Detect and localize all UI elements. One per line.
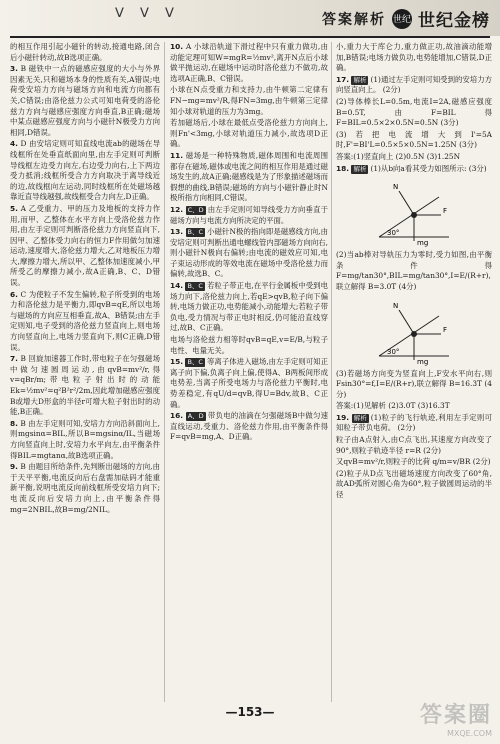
- column-divider: [331, 42, 332, 702]
- normal-arrow: [399, 191, 414, 215]
- answer-text: 的相互作用引起小磁针的转动,接通电路,闭合后小磁针转动,故B选项正确。: [10, 42, 160, 62]
- answer-paragraph: [336, 97, 492, 129]
- question-number: 12.: [170, 204, 184, 214]
- answer-tag: C、D: [187, 205, 204, 214]
- answer-paragraph: [170, 335, 328, 356]
- answer-text: (1)粒子的飞行轨迹,利用左手定则可知粒子带负电荷。 (2分): [336, 412, 492, 433]
- answer-text: (1)从b向a看其受力如图所示: (3分): [370, 163, 487, 173]
- answer-text: B 由左手定则可知,安培力方向沿斜面向上,则mgsinα=BIL,所以B=mgsinα/IL,当磁场方向竖直向上时,安培力水平向左,由平衡条件得BIL=mgtanα,故B选项正确。: [10, 418, 160, 460]
- answer-text: B 磁铁中一点的磁感应强度的大小与外界因素无关,只和磁场本身的性质有关,A错误;电荷受安培力方向与磁场方向和电流方向都有关,C错误;由洛伦兹力公式可知电荷受的洛伦兹力方向与磁感应强度方向垂直,B正确;磁场中某点磁感应强度方向与小磁针N极受力方向相同,D错误。: [10, 64, 160, 137]
- answer-text: 带负电的油滴在匀强磁场B中做匀速直线运动,受重力、洛伦兹力作用,由平衡条件得F=qvB=mg,A、D正确。: [170, 411, 328, 442]
- column-left: [10, 42, 160, 702]
- answer-paragraph: [10, 42, 160, 63]
- answer-paragraph: [336, 369, 492, 401]
- answer-text: (2)当ab棒对导轨压力为零时,受力如图,由平衡条件得 F=mg/tan30°,BIL=mg/tan30°,I=E/(R+r),联立解得 B=3.0T (4分): [336, 250, 492, 291]
- answer-paragraph: [336, 469, 492, 501]
- force-label: 30°: [387, 229, 400, 238]
- answer-text: (3)若把电流增大到I'=5A时,F'=BI'L=0.5×5×0.5N=1.25N (3分): [336, 129, 492, 150]
- column-divider: [164, 42, 165, 702]
- answer-text: 又qvB=mv²/r,则粒子的比荷 q/m=v/BR (2分): [336, 457, 491, 467]
- normal-arrow: [399, 310, 414, 334]
- answer-paragraph: [336, 130, 492, 151]
- question-number: 19.: [336, 412, 350, 422]
- question-number: 15.: [170, 357, 184, 367]
- page-header: [0, 0, 500, 36]
- answer-paragraph: [336, 152, 492, 163]
- answer-tag: 解析: [353, 75, 367, 84]
- answer-tag: 解析: [353, 413, 367, 422]
- watermark: [420, 698, 492, 738]
- question-number: 7.: [10, 354, 18, 364]
- answer-paragraph: [170, 227, 328, 280]
- page-number: —153—: [225, 705, 275, 719]
- answer-text: B 由题目所给条件,先判断出磁场的方向,由于天平平衡,电流反向后右盘需加砝码才能重新平衡,说明电流反向前线框所受安培力向下;电流反向后安培力向上,由平衡条件得mg=2NBIL,故B=mg/2NIL。: [10, 462, 160, 514]
- question-number: 3.: [10, 64, 18, 74]
- answer-paragraph: [170, 42, 328, 84]
- question-number: 14.: [170, 281, 184, 291]
- answer-paragraph: [170, 281, 328, 334]
- answer-text: 答案:(1)见解析 (2)3.0T (3)16.3T: [336, 401, 450, 411]
- question-number: 18.: [336, 163, 350, 173]
- answer-text: 若加磁场后,小球在最低点受洛伦兹力方向向上,则Fn'<3mg,小球对轨道压力减小,故选项D正确。: [170, 118, 328, 149]
- answer-text: (2)导体棒长L=0.5m,电流I=2A,磁感应强度B=0.5T,由F=BIL得 F=BIL=0.5×2×0.5N=0.5N (3分): [336, 96, 492, 128]
- answer-paragraph: [170, 411, 328, 443]
- answer-paragraph: [170, 357, 328, 410]
- force-label: mg: [417, 239, 429, 248]
- answer-text: A 小球沿轨道下滑过程中只有重力做功,由动能定理可知W=mgR=½mv²,离开N点后小球做平抛运动,在磁场中运动时洛伦兹力不做功,故选项A正确,B、C错误。: [170, 42, 328, 83]
- force-label: 30°: [387, 347, 400, 356]
- question-number: 13.: [170, 227, 184, 237]
- answer-paragraph: [336, 42, 492, 74]
- force-label: N: [393, 301, 399, 310]
- brand-block: [322, 6, 490, 31]
- answer-paragraph: [10, 139, 160, 203]
- question-number: 10.: [170, 42, 184, 51]
- answer-text: (1)通过左手定则可知受到的安培力方向竖直向上。 (2分): [336, 74, 492, 95]
- question-number: 16.: [170, 411, 184, 421]
- watermark-url: MXQE.COM: [446, 729, 492, 738]
- brand-name: 世纪金榜: [418, 11, 490, 31]
- answer-tag: A、D: [187, 412, 204, 421]
- answer-paragraph: [336, 250, 492, 292]
- answer-text: 由左手定则可知导线受力方向垂直于磁场方向与电流方向所决定的平面。: [170, 204, 328, 225]
- answer-text: 小磁针N极的指向即是磁感线方向,由安培定则可判断出通电螺线管内部磁场方向向右,则小磁针N极向右偏转;由电流的磁效应可知,电子束运动形成的等效电流在磁场中受洛伦兹力而偏转,故选B、C。: [170, 227, 328, 279]
- question-number: 17.: [336, 74, 350, 84]
- answer-paragraph: [10, 462, 160, 515]
- answer-paragraph: [170, 85, 328, 117]
- answer-paragraph: [336, 401, 492, 412]
- answer-paragraph: [170, 151, 328, 204]
- force-label: F: [443, 207, 448, 216]
- question-number: 11.: [170, 150, 184, 160]
- answer-text: 电场与洛伦兹力相等时qvB=qE,v=E/B,与粒子电性、电量无关。: [170, 335, 328, 355]
- answer-text: 小,重力大于库仑力,重力做正功,故油滴动能增加,B错误;电场力做负功,电势能增加,C错误,D正确。: [336, 42, 492, 73]
- force-label: F: [443, 325, 448, 334]
- column-right: [336, 42, 492, 702]
- answer-tag: 解析: [353, 164, 367, 173]
- answer-text: A 乙受重力、甲的压力及地板的支持力作用,而甲、乙整体在水平方向上受洛伦兹力作用,由左手定则可判断洛伦兹力方向竖直向下,因甲、乙整体受力向右的恒力F作用做匀加速运动,速度增大,洛伦兹力增大,乙对地板压力增大,摩擦力增大,所以甲、乙整体加速度减小,甲所受乙的摩擦力减小,故A正确,B、C、D错误。: [10, 203, 160, 288]
- answer-text: 粒子由A点射入,由C点飞出,其速度方向改变了90°,则粒子轨迹半径 r=R (2分): [336, 435, 492, 455]
- question-number: 5.: [10, 203, 18, 213]
- answer-tag: B、C: [187, 282, 203, 291]
- answer-paragraph: [336, 413, 492, 434]
- answer-paragraph: [170, 205, 328, 226]
- column-middle: [170, 42, 328, 702]
- answer-paragraph: [10, 419, 160, 461]
- watermark-text: 答案圈: [419, 703, 492, 728]
- answer-paragraph: [10, 290, 160, 354]
- answer-text: 小球在N点受重力和支持力,由牛顿第二定律有FN−mg=mv²/R,得FN=3mg,由牛顿第三定律知小球对轨道的压力为3mg。: [170, 85, 328, 116]
- question-number: 9.: [10, 462, 18, 472]
- answer-paragraph: [170, 118, 328, 150]
- answer-paragraph: [10, 354, 160, 418]
- force-label: N: [393, 183, 399, 192]
- answer-text: D 由安培定则可知直线电流ab的磁场在导线框所在处垂直纸面向里,由左手定则可判断导线框左边受力向左,右边受力向右,上下两边受力抵消;线框所受合力方向取决于离导线近的边,故线框向左运动,同时线框所在处磁场越靠近直导线越强,故线框受合力向左,D正确。: [10, 139, 160, 202]
- answer-text: (2)粒子从D点飞出磁场速度方向改变了60°角,故AD弧所对圆心角为60°,粒子做圆周运动的半径: [336, 468, 492, 500]
- header-rule: [10, 36, 490, 38]
- brand-logo-icon: 世纪: [392, 9, 412, 29]
- answer-tag: B、C: [187, 228, 204, 237]
- answer-paragraph: [10, 64, 160, 138]
- answer-text: 磁场是一种特殊物质,磁体周围和电流周围都存在磁场,磁体或电流之间的相互作用是通过磁场发生的,故A正确;磁感线是为了形象描述磁场而假想的曲线,B错误;磁场的方向与小磁针静止时N极所指方向相同,C错误。: [170, 150, 328, 203]
- answer-text: 答案:(1)竖直向上 (2)0.5N (3)1.25N: [336, 151, 461, 161]
- answer-paragraph: [10, 204, 160, 289]
- birds-decoration: ᐯ ᐯ ᐯ: [115, 6, 180, 21]
- answer-paragraph: [336, 457, 492, 468]
- answer-paragraph: [336, 435, 492, 456]
- question-number: 4.: [10, 139, 18, 149]
- answer-text: C 为使粒子不发生偏转,粒子所受到的电场力和洛伦兹力是平衡力,即qvB=qE,所以电场与磁场的方向应互相垂直,故A、B错误;由左手定则知,电子受到的洛伦兹力竖直向上,则电场方向竖直向上,电场力竖直向下,则C正确,D错误。: [10, 289, 160, 352]
- answer-paragraph: [336, 75, 492, 96]
- force-diagram: [369, 177, 459, 247]
- answer-text: 若粒子带正电,在平行金属板中受到电场力向下,洛伦兹力向上,若qE>qvB,粒子向下偏转,电场力做正功,电势能减小,动能增大;若粒子带负电,受力情况与带正电时相反,仍可能沿直线穿过,故B、C正确。: [170, 281, 328, 333]
- force-label: mg: [417, 357, 429, 366]
- question-number: 6.: [10, 289, 18, 299]
- question-number: 8.: [10, 418, 18, 428]
- force-diagram: [369, 296, 459, 366]
- section-title: 答案解析: [322, 11, 386, 28]
- answer-text: 等离子体进入磁场,由左手定则可知正离子向下偏,负离子向上偏,使得A、B两板间形成电势差,当离子所受电场力与洛伦兹力平衡时,电势差稳定,有qU/d=qvB,得U=Bdv,故B、C正确。: [170, 357, 328, 409]
- answer-text: B 回旋加速器工作时,带电粒子在匀强磁场中做匀速圆周运动,由qvB=mv²/r,得v=qBr/m;带电粒子射出时的动能Ek=½mv²=q²B²r²/2m,因此增加磁感应强度B或增大D形盒的半径r可增大粒子射出时的动能,B正确。: [10, 354, 160, 417]
- answer-text: (3)若磁场方向变为竖直向上,F安水平向右,则 Fsin30°=f,I=E/(R+r),联立解得 B=16.3T (4分): [336, 368, 492, 399]
- answer-tag: B、C: [187, 358, 203, 367]
- answer-paragraph: [336, 164, 492, 175]
